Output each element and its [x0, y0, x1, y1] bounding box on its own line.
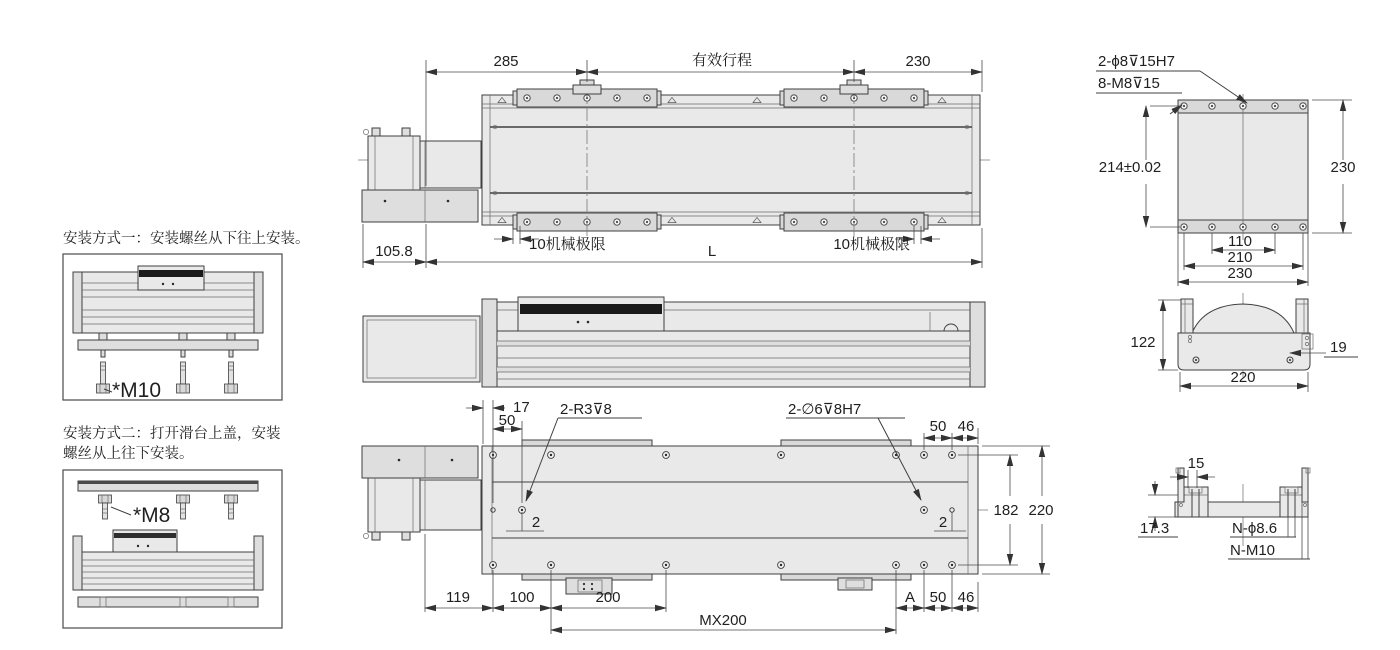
install-method-2: [63, 425, 282, 628]
mech-limit-left-label: 10机械极限: [529, 236, 606, 253]
side-endcap-right: [970, 302, 985, 387]
plan-body: [482, 95, 980, 225]
plan-gearbox: [420, 141, 481, 188]
motor-connector-icon: [372, 128, 380, 136]
motor-cable-icon: [363, 533, 368, 538]
side-carriage-band: [520, 304, 662, 314]
bottom-body: [482, 446, 978, 574]
dim-230: 230: [905, 53, 931, 70]
section-dome: [1192, 304, 1294, 333]
dim-17: 17: [513, 399, 530, 416]
install-2-plate-edge: [78, 481, 258, 484]
mech-limit-right-label: 10机械极限: [833, 236, 910, 253]
pin-offset-left: 2: [531, 514, 541, 531]
motor-connector-icon: [372, 532, 380, 540]
callout-thread-label: 8-M8⊽15: [1098, 75, 1160, 92]
dim-200: 200: [595, 589, 621, 606]
side-motor: [363, 316, 480, 382]
dim-230-height: 230: [1330, 159, 1356, 176]
install-1-base-plate: [78, 340, 258, 350]
install-1-screw-label: *M10: [112, 379, 162, 402]
dim-285: 285: [493, 53, 519, 70]
section-body: [1178, 333, 1310, 370]
callout-clearance-label: N-ϕ8.6: [1232, 520, 1278, 537]
dim-15: 15: [1187, 455, 1205, 472]
install-1-carriage: [138, 266, 204, 290]
bottom-view: [362, 399, 1054, 634]
install-2-endcap-left: [73, 536, 82, 590]
dim-182: 182: [993, 502, 1019, 519]
bottom-gearbox: [420, 480, 481, 530]
side-endcap-left: [482, 299, 497, 387]
dim-100: 100: [509, 589, 535, 606]
dim-220: 220: [1028, 502, 1054, 519]
carriage-top-view: [1096, 53, 1356, 286]
install-1-caption: 安装方式一：安装螺丝从下往上安装。: [63, 231, 310, 247]
install-2-carriage-band: [114, 533, 176, 538]
pin-callout-right-label: 2-∅6⊽8H7: [788, 401, 862, 418]
dim-119: 119: [446, 589, 470, 606]
install-2-base-plate: [78, 597, 258, 607]
dim-105-8: 105.8: [375, 243, 413, 260]
install-2-endcap-right: [254, 536, 263, 590]
dim-220-section: 220: [1230, 369, 1256, 386]
bottom-motor-assembly: [362, 446, 481, 540]
dim-110: 110: [1228, 233, 1252, 250]
motor-cable-icon: [363, 129, 368, 134]
base-section-view: [1138, 455, 1310, 559]
install-1-endcap-right: [254, 272, 263, 333]
dim-214: 214±0.02: [1098, 159, 1162, 176]
dim-17-3: 17.3: [1140, 520, 1170, 537]
pin-callout-left-label: 2-R3⊽8: [560, 401, 612, 418]
motor-connector-icon: [402, 532, 410, 540]
callout-dowel-label: 2-ϕ8⊽15H7: [1098, 53, 1175, 70]
pin-offset-right: 2: [938, 514, 948, 531]
dim-230-width: 230: [1227, 265, 1253, 282]
cross-section-view: [1130, 293, 1358, 392]
dim-46-bottom: 46: [957, 589, 975, 606]
motor-connector-icon: [402, 128, 410, 136]
plan-motor-assembly: [362, 128, 481, 222]
install-1-endcap-left: [73, 272, 82, 333]
dim-122: 122: [1130, 334, 1156, 351]
install-method-1: [63, 230, 310, 402]
bottom-motor: [368, 478, 420, 532]
dim-L: L: [707, 243, 717, 260]
install-2-caption-line2: 螺丝从上往下安装。: [63, 446, 194, 462]
dim-A: A: [904, 589, 916, 606]
effective-stroke-label: 有效行程: [691, 52, 753, 69]
plan-motor-plate: [362, 190, 478, 222]
dim-46-top: 46: [957, 418, 975, 435]
dim-50-left: 50: [498, 412, 516, 429]
dim-50-bottom: 50: [929, 589, 947, 606]
plan-view: [358, 52, 990, 268]
bottom-motor-plate: [362, 446, 478, 478]
dim-210: 210: [1227, 249, 1253, 266]
callout-thread-label: N-M10: [1230, 542, 1276, 559]
side-view: [363, 297, 985, 387]
plan-motor: [368, 136, 420, 190]
install-2-screw-label: *M8: [133, 504, 171, 527]
dim-MX200: MX200: [699, 612, 747, 629]
install-2-caption-line1: 安装方式二：打开滑台上盖，安装: [63, 426, 281, 442]
bottom-topright-dims: [924, 418, 978, 450]
dim-50-top: 50: [929, 418, 947, 435]
dim-19: 19: [1330, 339, 1347, 356]
install-1-carriage-band: [139, 270, 203, 277]
